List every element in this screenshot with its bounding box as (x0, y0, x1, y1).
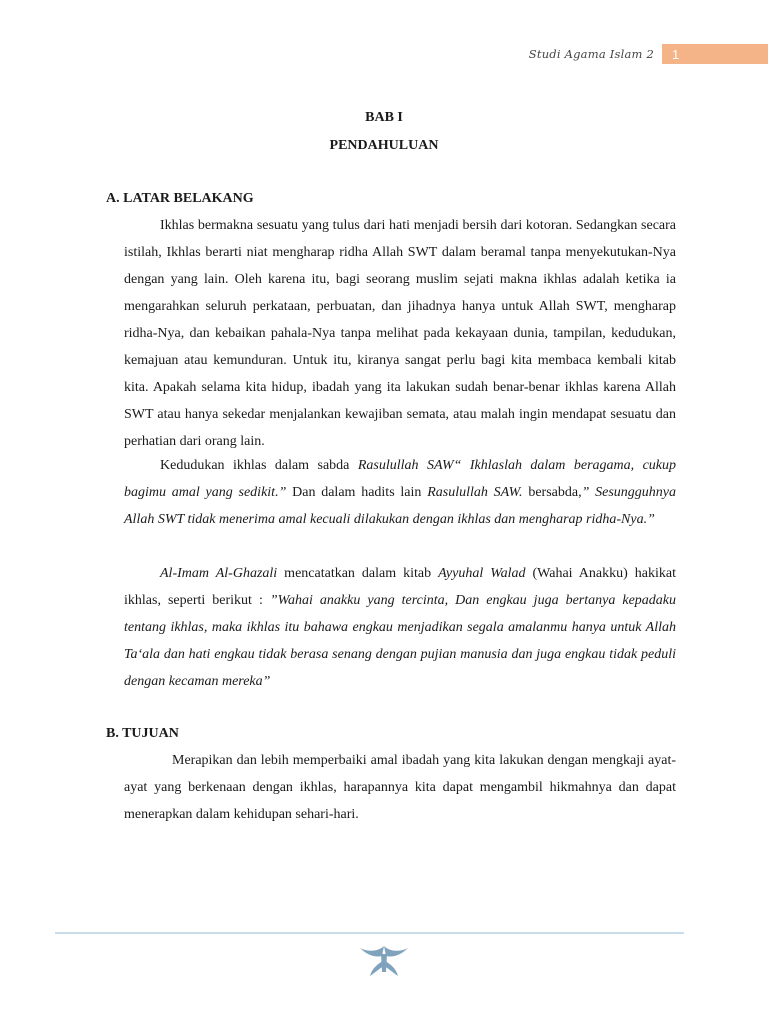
p3-italic-ghazali: Al-Imam Al-Ghazali (160, 566, 278, 581)
p2-italic-rasulullah: Rasulullah SAW (357, 458, 454, 473)
p2-italic-rasulullah-2: Rasulullah SAW. (427, 485, 523, 500)
p2-text-2: Dan dalam hadits lain (286, 485, 428, 500)
header-title: Studi Agama Islam 2 (528, 47, 654, 61)
paragraph-latar-2 (124, 452, 676, 533)
p3-text-2: (Wahai Anakku) hakikat ikhlas, seperti berikut : (124, 566, 676, 608)
p2-italic-hadith-2: ,” Sesungguhnya Allah SWT tidak menerima amal kecuali dilakukan dengan ikhlas dan mengharap ridha-Nya.” (124, 485, 677, 527)
p3-italic-quote: ”Wahai anakku yang tercinta, Dan engkau juga bertanya kepadaku tentang ikhlas, maka ikhlas itu bahawa engkau menjadikan segala amalanmu hanya untuk Allah Ta‘ala dan hati engkau tidak berasa senang dengan pujian manusia dan juga engkau tidak peduli dengan kecaman mereka” (124, 593, 676, 689)
paragraph-latar-1-text: Ikhlas bermakna sesuatu yang tulus dari hati menjadi bersih dari kotoran. Sedangkan secara istilah, Ikhlas berarti niat mengharap ridha Allah SWT dalam beramal tanpa menyekutukan-Nya dengan yang lain. Oleh karena itu, bagi seorang muslim sejati makna ikhlas adalah ketika ia mengarahkan seluruh perkataan, perbuatan, dan jihadnya hanya untuk Allah SWT, mengharap ridha-Nya, dan kebaikan pahala-Nya tanpa melihat pada kekayaan dunia, tampilan, kedudukan, kemajuan atau kemunduran. Untuk itu, kiranya sangat perlu bagi kita membaca kembali kitab kita. Apakah selama kita hidup, ibadah yang ita lakukan sudah benar-benar ikhlas karena Allah SWT atau hanya sekedar menjalankan kewajiban semata, atau malah ingin mendapat sesuatu dan perhatian dari orang lain. (124, 218, 676, 449)
fleuron-ornament-icon (358, 942, 410, 978)
section-heading-tujuan: B. TUJUAN (106, 726, 179, 741)
paragraph-latar-3 (124, 560, 676, 695)
paragraph-tujuan-1-text: Merapikan dan lebih memperbaiki amal ibadah yang kita lakukan dengan mengkaji ayat-ayat yang berkenaan dengan ikhlas, harapannya kita dapat mengambil hikmahnya dan dapat menerapkan dalam kehidupan sehari-hari. (124, 753, 676, 822)
p2-italic-hadith-1: “ Ikhlaslah dalam beragama, cukup bagimu amal yang sedikit.” (124, 458, 676, 500)
section-heading-latar-belakang: A. LATAR BELAKANG (106, 191, 254, 206)
paragraph-tujuan-1 (124, 747, 676, 828)
paragraph-latar-1 (124, 212, 676, 455)
p2-text-1: Kedudukan ikhlas dalam sabda (160, 458, 358, 473)
p3-italic-kitab: Ayyuhal Walad (438, 566, 526, 581)
footer-divider (55, 932, 684, 934)
page-number-badge: 1 (662, 44, 768, 64)
chapter-number: BAB I (365, 110, 403, 125)
running-header (529, 44, 768, 64)
p3-text-1: mencatatkan dalam kitab (277, 566, 439, 581)
p2-text-3: bersabda (522, 485, 579, 500)
chapter-title: PENDAHULUAN (329, 138, 439, 153)
